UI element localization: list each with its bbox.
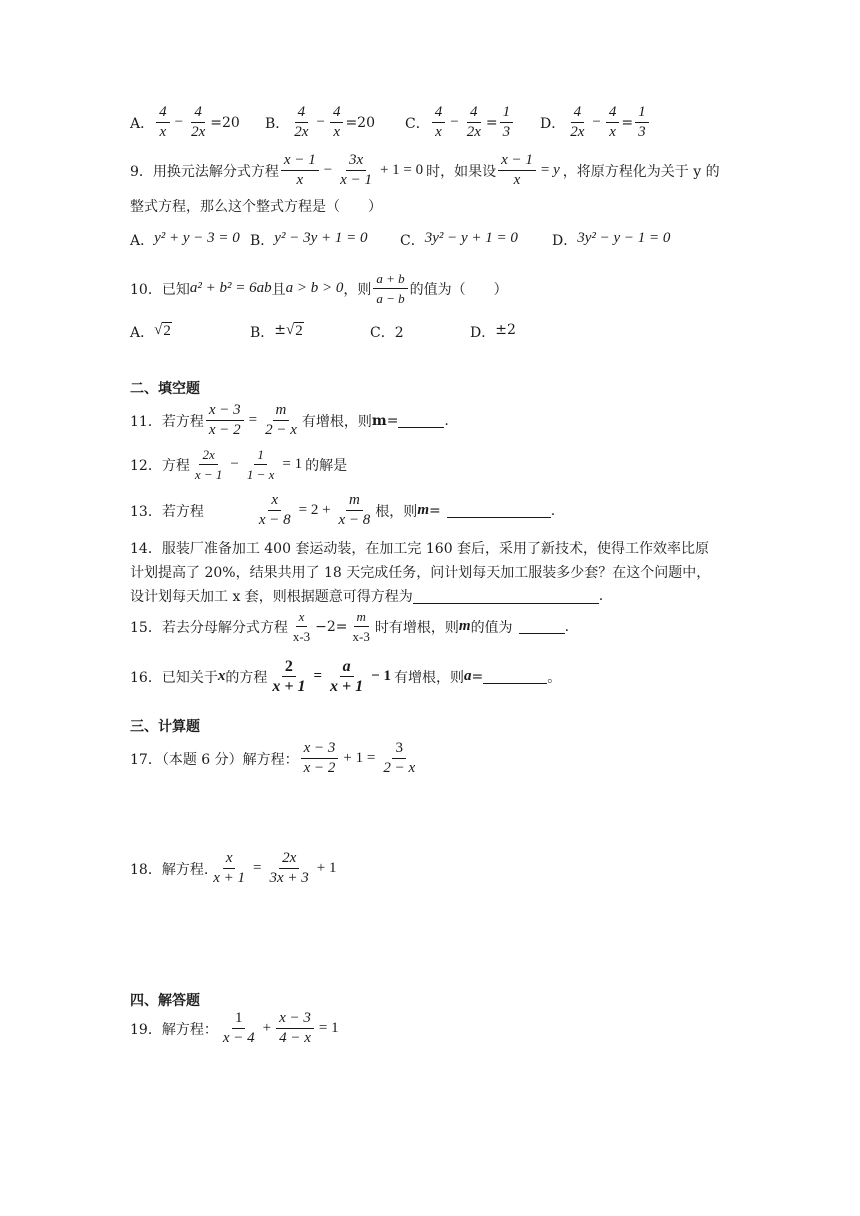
answer-blank[interactable]	[519, 619, 565, 634]
fraction: $\frac{x}{x-3}$	[292, 609, 311, 644]
q9-option-c: C． 3y² − y + 1 = 0	[400, 230, 518, 249]
q15-line: 15．若去分母解分式方程 $\frac{x}{x-3}$ −2= $\frac{m}{x-3}$ 时有增根，则 m 的值为 .	[130, 609, 570, 644]
q18-line: 18．解方程. $\frac{x}{x + 1}$ = $\frac{2x}{3x + 3}$ + 1	[130, 850, 337, 886]
sqrt-2: √ 2	[154, 322, 171, 339]
fraction: $\frac{a}{x + 1}$	[330, 658, 364, 695]
fraction: $\frac{x}{x + 1}$	[213, 850, 246, 886]
sqrt-2: √ 2	[286, 322, 303, 339]
q10-options	[130, 322, 516, 342]
q19-line: 19．解方程： $\frac{1}{x - 4}$ + $\frac{x - 3}{4 - x}$ = 1	[130, 1010, 339, 1046]
answer-blank[interactable]	[398, 413, 444, 428]
q10-option-c: C．2	[370, 325, 404, 341]
q10-line: 10．已知 a² + b² = 6ab 且 a > b > 0 ，则 $\frac{a + b}{a - b}$ 的值为（ ）	[130, 271, 508, 306]
fraction: $\frac{1}{x - 4}$	[222, 1010, 255, 1046]
fraction: $\frac{2}{x + 1}$	[272, 658, 306, 695]
fraction: $\frac{m}{x - 8}$	[338, 492, 371, 528]
q8-options	[130, 104, 651, 141]
fraction: $\frac{4}{2x}$	[466, 104, 481, 140]
fraction: $\frac{m}{x-3}$	[352, 609, 370, 644]
q9-option-a: A． y² + y − 3 = 0	[130, 230, 240, 249]
fraction: $\frac{2x}{x - 1}$	[194, 447, 223, 482]
q10-option-b: B． ± √ 2	[250, 322, 303, 341]
fraction: $\frac{x - 1}{x}$	[498, 152, 536, 189]
q17-line: 17．（本题 6 分）解方程： $\frac{x - 3}{x - 2}$ + 1 = $\frac{3}{2 - x}$	[130, 740, 420, 777]
fraction: $\frac{4}{2x}$	[570, 104, 585, 140]
q10-option-d: D． ±2	[470, 322, 516, 341]
answer-blank[interactable]	[447, 503, 551, 518]
fraction: $\frac{4}{2x}$	[191, 104, 206, 140]
q8-option-b: B． $\frac{4}{2x}$ − $\frac{4}{x}$ =20	[265, 104, 375, 140]
q8-option-c: C． $\frac{4}{x}$ − $\frac{4}{2x}$ = $\frac{1}{3}$	[405, 104, 540, 141]
fraction: $\frac{1}{3}$	[500, 104, 514, 141]
q10-option-a: A． √ 2	[130, 322, 171, 341]
section-heading-fill-in: 二、填空题	[130, 381, 200, 397]
fraction: $\frac{a + b}{a - b}$	[373, 270, 407, 307]
answer-blank[interactable]	[483, 669, 547, 684]
fraction: $\frac{x - 3}{x - 2}$	[206, 402, 244, 439]
q12-line: 12．方程 $\frac{2x}{x - 1}$ − $\frac{1}{1 - x}$ = 1 的解是	[130, 447, 348, 482]
fraction: $\frac{2x}{3x + 3}$	[269, 850, 309, 886]
q9-line2: 整式方程，那么这个整式方程是（ ）	[130, 199, 382, 215]
fraction: $\frac{x - 1}{x}$	[281, 152, 319, 189]
q14-line2: 计划提高了 20%，结果共用了 18 天完成任务，问计划每天加工服装多少套？在这个问题中，	[130, 565, 711, 581]
q14-line3: 设计划每天加工 x 套，则根据题意可得方程为 .	[130, 588, 604, 605]
fraction: $\frac{3}{2 - x}$	[383, 740, 416, 776]
fraction: $\frac{x - 3}{4 - x}$	[276, 1010, 314, 1047]
q14-line1: 14．服装厂准备加工 400 套运动装，在加工完 160 套后，采用了新技术，使得工作效率比原	[130, 541, 710, 557]
q9-options	[130, 230, 670, 250]
fraction: $\frac{1}{1 - x}$	[246, 447, 275, 482]
answer-blank[interactable]	[413, 589, 599, 604]
fraction: $\frac{4}{x}$	[156, 104, 170, 141]
q8-option-a: A． $\frac{4}{x}$ − $\frac{4}{2x}$ =20	[130, 104, 240, 140]
fraction: $\frac{x - 3}{x - 2}$	[301, 740, 339, 777]
fraction: $\frac{4}{x}$	[432, 104, 446, 141]
fraction: $\frac{4}{2x}$	[294, 104, 309, 140]
q9-option-b: B． y² − 3y + 1 = 0	[250, 230, 368, 249]
section-heading-calculation: 三、计算题	[130, 719, 200, 735]
q13-line: 13．若方程 $\frac{x}{x - 8}$ = 2 + $\frac{m}{x - 8}$ 根，则 m = .	[130, 492, 556, 528]
section-heading-answer: 四、解答题	[130, 993, 200, 1009]
fraction: $\frac{x}{x - 8}$	[258, 492, 291, 528]
q11-line: 11．若方程 $\frac{x - 3}{x - 2}$ = $\frac{m}{2 - x}$ 有增根，则 m = .	[130, 402, 449, 438]
fraction: $\frac{3x}{x - 1}$	[340, 152, 372, 188]
q9-option-d: D． 3y² − y − 1 = 0	[552, 230, 671, 249]
q8-option-d: D． $\frac{4}{2x}$ − $\frac{4}{x}$ = $\frac{1}{3}$	[540, 104, 651, 141]
fraction: $\frac{1}{3}$	[635, 104, 649, 141]
fraction: $\frac{4}{x}$	[330, 104, 344, 141]
fraction: $\frac{m}{2 - x}$	[265, 402, 297, 438]
q16-line: 16．已知关于 x 的方程 $\frac{2}{x + 1}$ = $\frac{a}{x + 1}$ − 1 有增根，则 a = 。	[130, 658, 562, 695]
fraction: $\frac{4}{x}$	[606, 104, 620, 141]
q9-line1: 9．用换元法解分式方程 $\frac{x - 1}{x}$ − $\frac{3x}{x - 1}$ + 1 = 0 时，如果设 $\frac{x - 1}{x}$ = y ，将原方程化为关于 y 的	[130, 152, 720, 188]
